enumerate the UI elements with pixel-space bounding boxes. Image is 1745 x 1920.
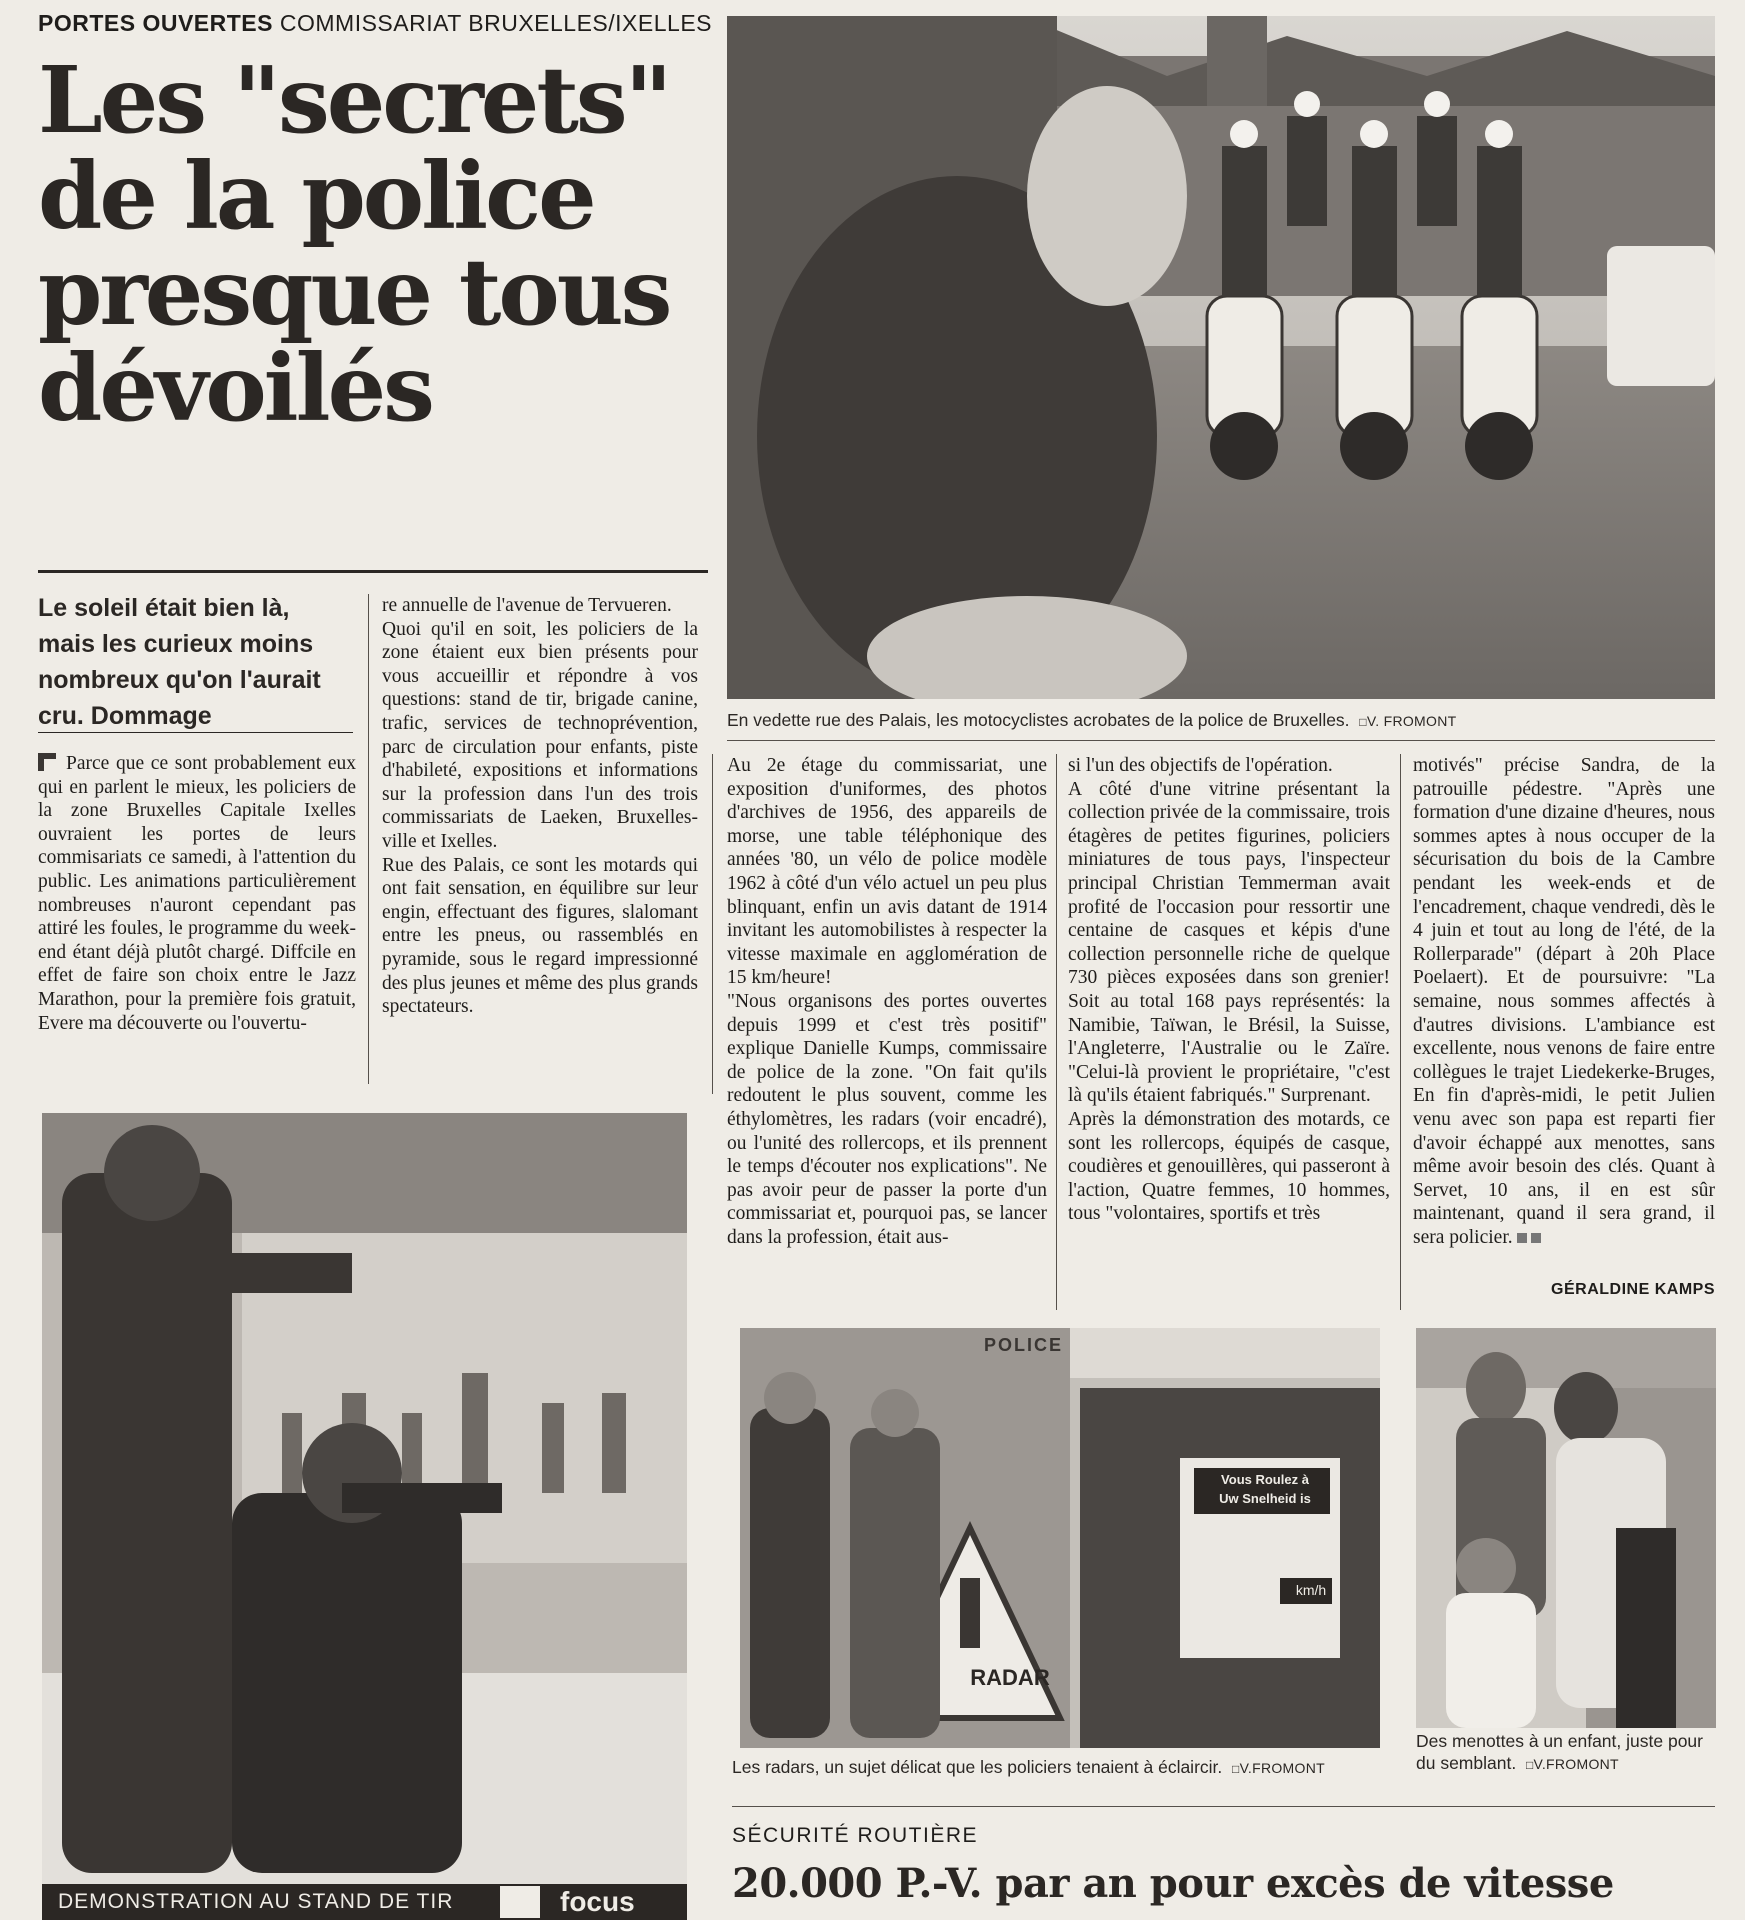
column-rule [368, 594, 369, 1084]
headline-line-4: dévoilés [38, 334, 432, 442]
photo-credit: □ V.FROMONT [1526, 1756, 1619, 1772]
focus-label: focus [560, 1886, 635, 1917]
col4-para-1: si l'un des objectifs de l'opération. [1068, 755, 1333, 776]
column-rule [1400, 754, 1401, 1310]
end-mark-icon [1517, 1233, 1527, 1243]
headline-line-2: de la police [38, 142, 594, 250]
col1-text: Parce que ce sont probablement eux qui en parlent le mieux, les policiers de la zone Bruxelles Capitale Ixelles ouvraient les portes de leurs commisariats ce samedi, à l'attention du public. Les animations particulièrement nombreuses n'auront cependant pas attiré les foules, le programme du week-end étant déjà plutôt chargé. Diffcile en effet de faire son choix entre le Jazz Marathon, pour la première fois gratuit, Evere ma découverte ou l'ouvertu- [38, 753, 356, 1034]
photo-handcuffs-caption [1416, 1730, 1716, 1776]
col4-para-2: A côté d'une vitrine présentant la collection privée de la commissaire, trois étagères de petites figurines, policiers miniatures de tous pays, l'inspecteur principal Christian Temmerman avait profité de l'occasion pour ressortir une centaine de casques et képis d'une collection personnelle riche de quelque 730 pièces exposées dans son grenier! Soit au total 168 pays représentés: la Namibie, Taïwan, le Brésil, la Suisse, l'Angleterre, l'Australie ou le Zaïre. "Celui-là provient le propriétaire, "c'est là qu'ils étaient fabriqués." Surprenant. [1068, 778, 1390, 1107]
photo-handcuffs-child [1416, 1328, 1716, 1728]
photo-motorcyclists [727, 16, 1715, 699]
col3-para-2: "Nous organisons des portes ouvertes depuis 1999 et c'est très positif" explique Danielle Kumps, commissaire de police de la zone. "On fait qu'ils redoutent le plus souvent, comme les éthylomètres, les radars (voir encadré), ou l'unité des rollercops, et ils prennent le temps d'écouter nos explications". Ne pas avoir peur de passer la porte d'un commissariat et, pourquoi pas, se lancer dans la profession, était aus- [727, 990, 1047, 1248]
col2-para-3: Rue des Palais, ce sont les motards qui ont fait sensation, en équilibre sur leur engin, effectuant des figures, slalomant entre les pneus, ou rassemblés en pyramide, sous le regard impressionné des plus jeunes et même des plus grands spectateurs. [382, 854, 698, 1018]
radar-screen-line-2: Uw Snelheid is [1219, 1491, 1311, 1506]
col3-para-1: Au 2e étage du commissariat, une exposition d'uniformes, des photos d'archives de 1956, des appareils de morse, une table téléphonique des années '80, un vélo de police modèle 1962 à côté d'un vélo actuel un peu plus blinquant, enfin un avis datant de 1914 invitant les automobilistes à respecter la vitesse maximale en agglomération de 15 km/heure! [727, 755, 1047, 989]
section-kicker [38, 10, 712, 37]
headline-line-1: Les "secrets" [38, 46, 670, 154]
body-column-2 [382, 594, 698, 1019]
body-column-1 [38, 752, 356, 1035]
caption-text: Les radars, un sujet délicat que les policiers tenaient à éclaircir. [732, 1757, 1223, 1777]
radar-unit-label: km/h [1295, 1582, 1327, 1598]
column-rule [712, 754, 713, 1094]
end-mark-icon [1531, 1233, 1541, 1243]
col2-para-2: Quoi qu'il en soit, les policiers de la zone étaient eux bien présents pour vous accueillir et répondre à vos questions: stand de tir, brigade canine, trafic, services de technoprévention, parc de circulation pour enfants, piste d'habileté, expositions et informations sur la profession dans l'un des trois commissariats de Laeken, Bruxelles-ville et Ixelles. [382, 618, 698, 852]
caption-rule [727, 740, 1715, 741]
photo-credit: □ V.FROMONT [1232, 1760, 1325, 1776]
photo-shooting-label: DEMONSTRATION AU STAND DE TIR [58, 1890, 454, 1913]
photo-shooting-stand [42, 1113, 687, 1920]
photo-credit: □ V. FROMONT [1359, 713, 1456, 729]
kicker-bold: PORTES OUVERTES [38, 10, 273, 36]
sidebar-headline: 20.000 P.-V. par an pour excès de vitesse [732, 1860, 1614, 1907]
column-rule [1056, 754, 1057, 1310]
body-column-3 [727, 754, 1047, 1249]
headline [38, 46, 708, 442]
deck-rule [38, 732, 353, 733]
radar-screen-text [1200, 1470, 1330, 1508]
radar-screen-line-1: Vous Roulez à [1221, 1472, 1309, 1487]
body-column-4 [1068, 754, 1390, 1226]
kicker-rest: COMMISSARIAT BRUXELLES/IXELLES [279, 10, 712, 36]
sidebar-rule [732, 1806, 1715, 1807]
caption-text: En vedette rue des Palais, les motocyclistes acrobates de la police de Bruxelles. [727, 710, 1350, 730]
radar-sign-label: RADAR [970, 1665, 1050, 1690]
col5-text: motivés" précise Sandra, de la patrouille pédestre. "Après une formation d'une dizaine d'heures, nous sommes aptes à nous occuper de la sécurisation du bois de la Cambre pendant les week-ends et de l'encadrement, chaque vendredi, dès le 4 juin et tout au long de l'été, de la Rollerparade" (départ à 20h Place Poelaert). Et de poursuivre: "La semaine, nous sommes affectés à d'autres divisions. L'ambiance est excellente, nous venons de faire entre collègues le trajet Liedekerke-Bruges, En fin d'après-midi, le petit Julien venu avec son papa est reparti fier d'avoir échappé aux menottes, sans même avoir besoin des clés. Quant à Servet, 10 ans, il en est sûr maintenant, quand il sera grand, il sera policier. [1413, 755, 1715, 1248]
headline-line-3: presque tous [38, 238, 670, 346]
byline: GÉRALDINE KAMPS [1551, 1281, 1715, 1298]
sidebar-kicker: SÉCURITÉ ROUTIÈRE [732, 1824, 979, 1847]
col4-para-3: Après la démonstration des motards, ce sont les rollercops, équipés de casque, coudières et genouillères, qui passeront à l'action, Quatre femmes, 10 hommes, tous "volontaires, sportifs et très [1068, 1108, 1390, 1225]
body-column-5 [1413, 754, 1715, 1249]
caption-text: Des menottes à un enfant, juste pour du semblant. [1416, 1731, 1703, 1773]
photo-motorcyclists-caption [727, 709, 1715, 733]
deck: Le soleil était bien là, mais les curieux moins nombreux qu'on l'aurait cru. Dommage [38, 594, 321, 730]
col2-para-1: re annuelle de l'avenue de Tervueren. [382, 595, 672, 616]
paragraph-mark-icon [38, 753, 56, 771]
police-van-label: POLICE [984, 1335, 1064, 1355]
headline-rule [38, 570, 708, 573]
photo-radar-caption [732, 1756, 1382, 1780]
focus-logo-icon [500, 1886, 540, 1918]
